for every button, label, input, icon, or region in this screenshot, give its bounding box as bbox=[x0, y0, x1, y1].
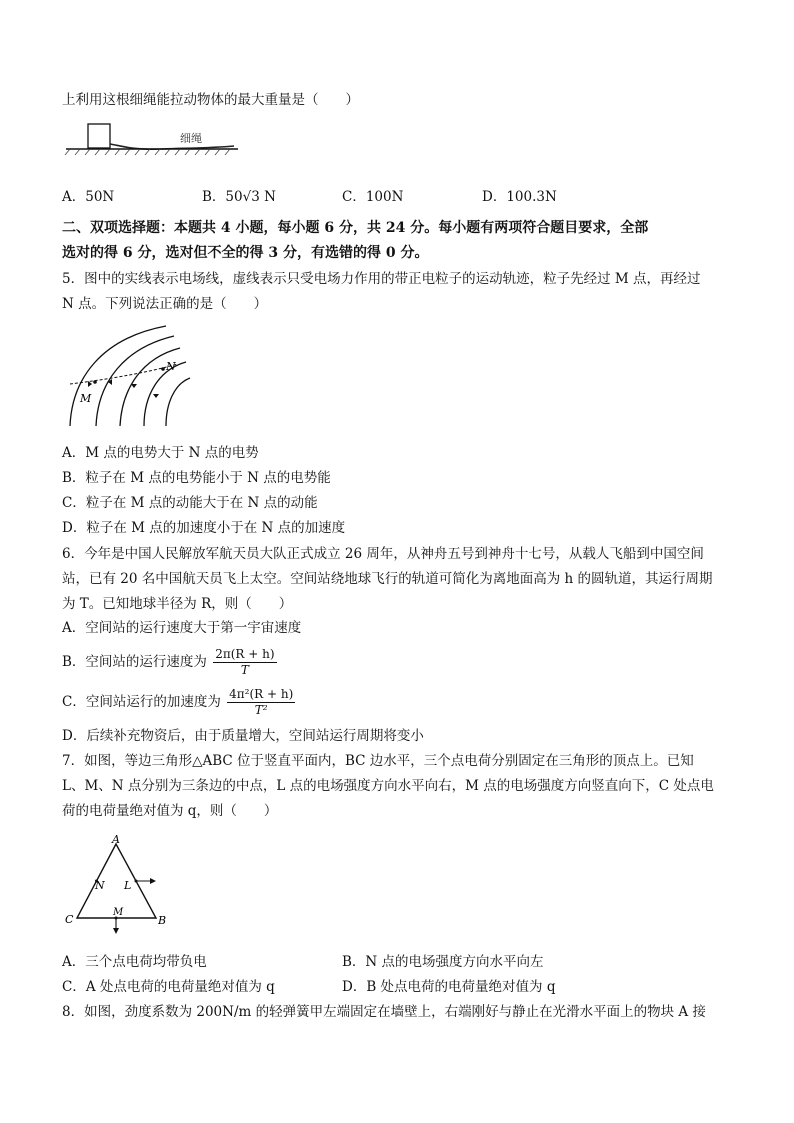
q6-option-b-text: B．空间站的运行速度为 bbox=[62, 654, 207, 670]
q6-option-c bbox=[62, 684, 295, 720]
q7-line2: L、M、N 点分别为三条边的中点，L 点的电场强度方向水平向右，M 点的电场强度方向竖直向下，C 处点电 bbox=[62, 778, 714, 794]
q7-label-a: A bbox=[112, 833, 120, 846]
q5-line1: 5．图中的实线表示电场线，虚线表示只受电场力作用的带正电粒子的运动轨迹，粒子先经过 M 点，再经过 bbox=[62, 271, 701, 287]
section2-title-line2: 选对的得 6 分，选对但不全的得 3 分，有选错的得 0 分。 bbox=[62, 245, 429, 261]
q7-label-c: C bbox=[65, 913, 74, 926]
q5-line2: N 点。下列说法正确的是（ ） bbox=[62, 296, 268, 312]
q6-line1: 6．今年是中国人民解放军航天员大队正式成立 26 周年，从神舟五号到神舟十七号，从载人飞船到中国空间 bbox=[62, 546, 704, 562]
q7-option-c: C．A 处点电荷的电荷量绝对值为 q bbox=[62, 979, 275, 995]
q5-option-c: C．粒子在 M 点的动能大于在 N 点的动能 bbox=[62, 495, 318, 511]
q6-option-c-text: C．空间站运行的加速度为 bbox=[62, 694, 221, 710]
q4-option-a: A．50N bbox=[62, 189, 115, 205]
rope-label: 细绳 bbox=[180, 132, 202, 145]
q5-label-n: N bbox=[166, 360, 176, 373]
q4-option-d: D．100.3N bbox=[482, 189, 557, 205]
q6-option-c-numerator: 4π²(R + h) bbox=[229, 687, 294, 701]
q6-option-b-fraction bbox=[213, 647, 276, 678]
q4-stem: 上利用这根细绳能拉动物体的最大重量是（ ） bbox=[62, 92, 359, 108]
q7-label-l: L bbox=[124, 879, 132, 892]
q6-line3: 为 T。已知地球半径为 R，则（ ） bbox=[62, 596, 293, 612]
q8-line1: 8．如图，劲度系数为 200N/m 的轻弹簧甲左端固定在墙壁上，右端刚好与静止在光滑水平面上的物块 A 接 bbox=[62, 1004, 706, 1020]
q6-option-d: D．后续补充物资后，由于质量增大，空间站运行周期将变小 bbox=[62, 728, 424, 744]
section2-title-line1: 二、双项选择题：本题共 4 小题，每小题 6 分，共 24 分。每小题有两项符合题目要求，全部 bbox=[62, 220, 649, 236]
q6-option-b bbox=[62, 644, 277, 680]
q4-option-c: C．100N bbox=[342, 189, 404, 205]
q7-triangle-figure bbox=[62, 832, 182, 934]
q7-label-n: N bbox=[95, 879, 105, 892]
q7-option-b: B．N 点的电场强度方向水平向左 bbox=[342, 954, 544, 970]
q7-option-a: A．三个点电荷均带负电 bbox=[62, 954, 207, 970]
q6-line2: 站，已有 20 名中国航天员飞上太空。空间站绕地球飞行的轨道可简化为离地面高为 h 的圆轨道，其运行周期 bbox=[62, 571, 713, 587]
q7-label-b: B bbox=[158, 914, 167, 927]
q6-option-b-denominator: T bbox=[240, 663, 249, 677]
q5-label-m: M bbox=[80, 392, 92, 405]
q4-figure bbox=[62, 116, 242, 158]
q6-option-c-fraction bbox=[227, 687, 295, 718]
q5-option-d: D．粒子在 M 点的加速度小于在 N 点的加速度 bbox=[62, 520, 346, 536]
q5-option-b: B．粒子在 M 点的电势能小于 N 点的电势能 bbox=[62, 470, 331, 486]
q5-field-figure bbox=[62, 318, 192, 428]
q5-option-a: A．M 点的电势大于 N 点的电势 bbox=[62, 445, 259, 461]
q7-option-d: D．B 处点电荷的电荷量绝对值为 q bbox=[342, 979, 556, 995]
q6-option-b-numerator: 2π(R + h) bbox=[215, 647, 275, 661]
q7-line1: 7．如图，等边三角形△ABC 位于竖直平面内，BC 边水平，三个点电荷分别固定在三角形的顶点上。已知 bbox=[62, 753, 694, 769]
q4-option-b: B．50√3 N bbox=[202, 189, 276, 205]
q6-option-a: A．空间站的运行速度大于第一宇宙速度 bbox=[62, 620, 302, 636]
q7-label-m: M bbox=[113, 907, 124, 918]
q6-option-c-denominator: T² bbox=[254, 703, 268, 717]
q7-line3: 荷的电荷量绝对值为 q，则（ ） bbox=[62, 803, 278, 819]
